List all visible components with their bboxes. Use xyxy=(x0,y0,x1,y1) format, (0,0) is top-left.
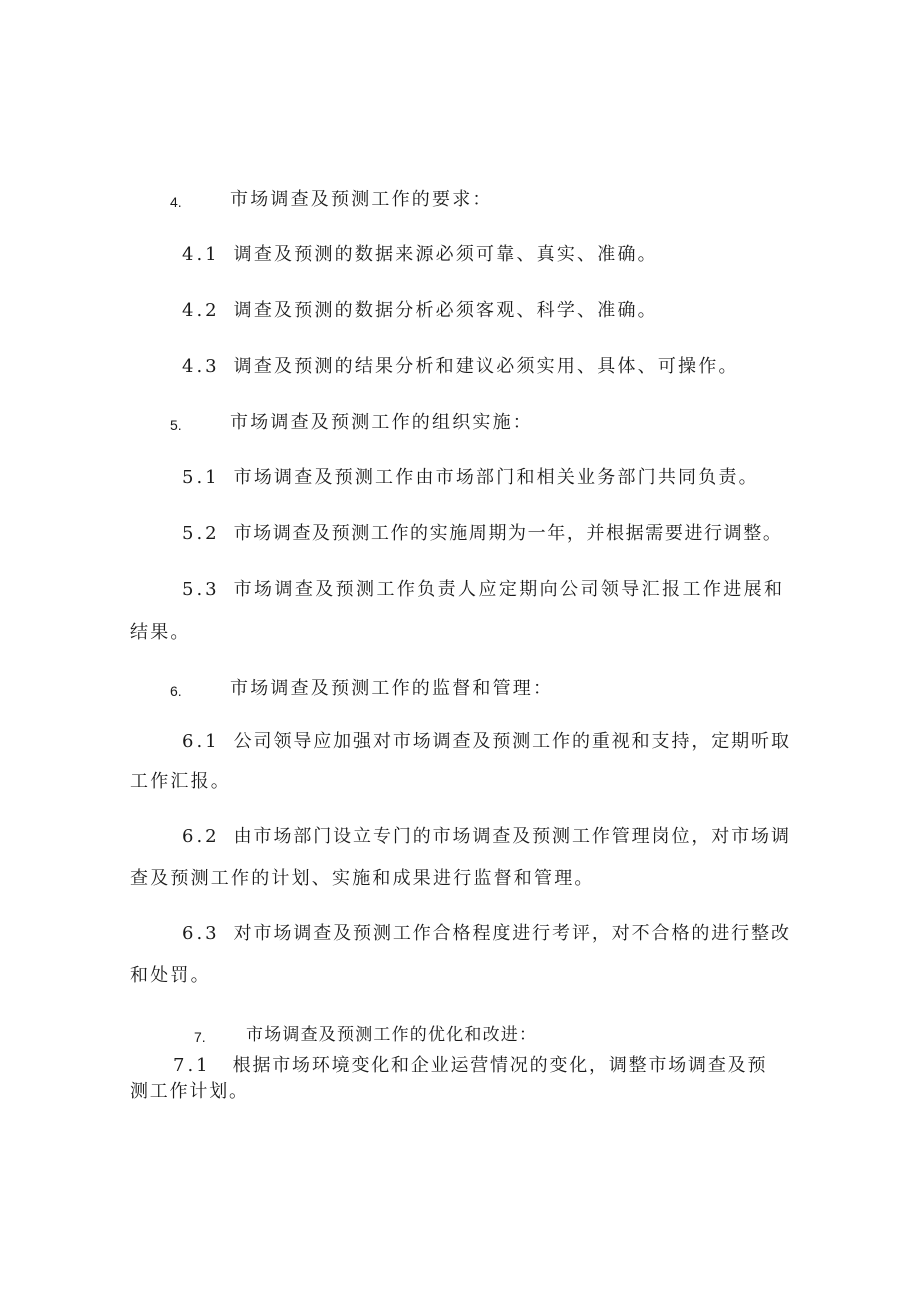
item-number: 5.3 xyxy=(182,579,220,600)
list-item xyxy=(182,578,784,602)
list-item xyxy=(182,922,791,946)
item-continuation: 查及预测工作的计划、实施和成果进行监督和管理。 xyxy=(130,868,595,889)
item-text: 市场调查及预测工作由市场部门和相关业务部门共同负责。 xyxy=(233,467,759,488)
list-item xyxy=(182,355,739,379)
item-text: 调查及预测的结果分析和建议必须实用、具体、可操作。 xyxy=(233,356,739,377)
item-text: 调查及预测的数据分析必须客观、科学、准确。 xyxy=(233,300,658,321)
item-number: 4.2 xyxy=(182,300,220,321)
section-number: 6. xyxy=(170,683,182,699)
section-heading: 市场调查及预测工作的优化和改进： xyxy=(246,1025,538,1045)
item-number: 4.1 xyxy=(182,244,220,265)
item-number: 6.3 xyxy=(182,923,220,944)
item-text: 市场调查及预测工作负责人应定期向公司领导汇报工作进展和 xyxy=(233,579,785,600)
item-number: 5.2 xyxy=(182,523,220,544)
section-heading: 市场调查及预测工作的要求： xyxy=(230,189,493,210)
item-number: 4.3 xyxy=(182,356,220,377)
section-number: 4. xyxy=(170,194,182,210)
section-number: 5. xyxy=(170,417,182,433)
section-heading: 市场调查及预测工作的监督和管理： xyxy=(230,678,554,699)
section-number: 7. xyxy=(194,1029,206,1045)
list-item xyxy=(182,730,791,754)
item-text: 对市场调查及预测工作合格程度进行考评，对不合格的进行整改 xyxy=(233,923,791,944)
item-text: 由市场部门设立专门的市场调查及预测工作管理岗位，对市场调 xyxy=(233,826,791,847)
item-number: 6.2 xyxy=(182,826,220,847)
item-number: 5.1 xyxy=(182,467,220,488)
item-continuation: 和处罚。 xyxy=(130,965,211,986)
item-number: 6.1 xyxy=(182,731,220,752)
item-continuation: 结果。 xyxy=(130,622,191,643)
section-heading: 市场调查及预测工作的组织实施： xyxy=(230,412,533,433)
item-text: 根据市场环境变化和企业运营情况的变化，调整市场调查及预 xyxy=(232,1055,768,1076)
list-item xyxy=(182,522,782,546)
list-item xyxy=(182,466,759,490)
list-item xyxy=(182,299,658,323)
item-number: 7.1 xyxy=(173,1055,211,1076)
list-item xyxy=(182,825,791,849)
item-text: 公司领导应加强对市场调查及预测工作的重视和支持，定期听取 xyxy=(233,731,791,752)
list-item xyxy=(173,1054,767,1078)
item-text: 市场调查及预测工作的实施周期为一年，并根据需要进行调整。 xyxy=(233,523,783,544)
item-text: 调查及预测的数据来源必须可靠、真实、准确。 xyxy=(233,244,658,265)
item-continuation: 测工作计划。 xyxy=(130,1081,249,1102)
item-continuation: 工作汇报。 xyxy=(130,771,231,792)
list-item xyxy=(182,243,658,267)
